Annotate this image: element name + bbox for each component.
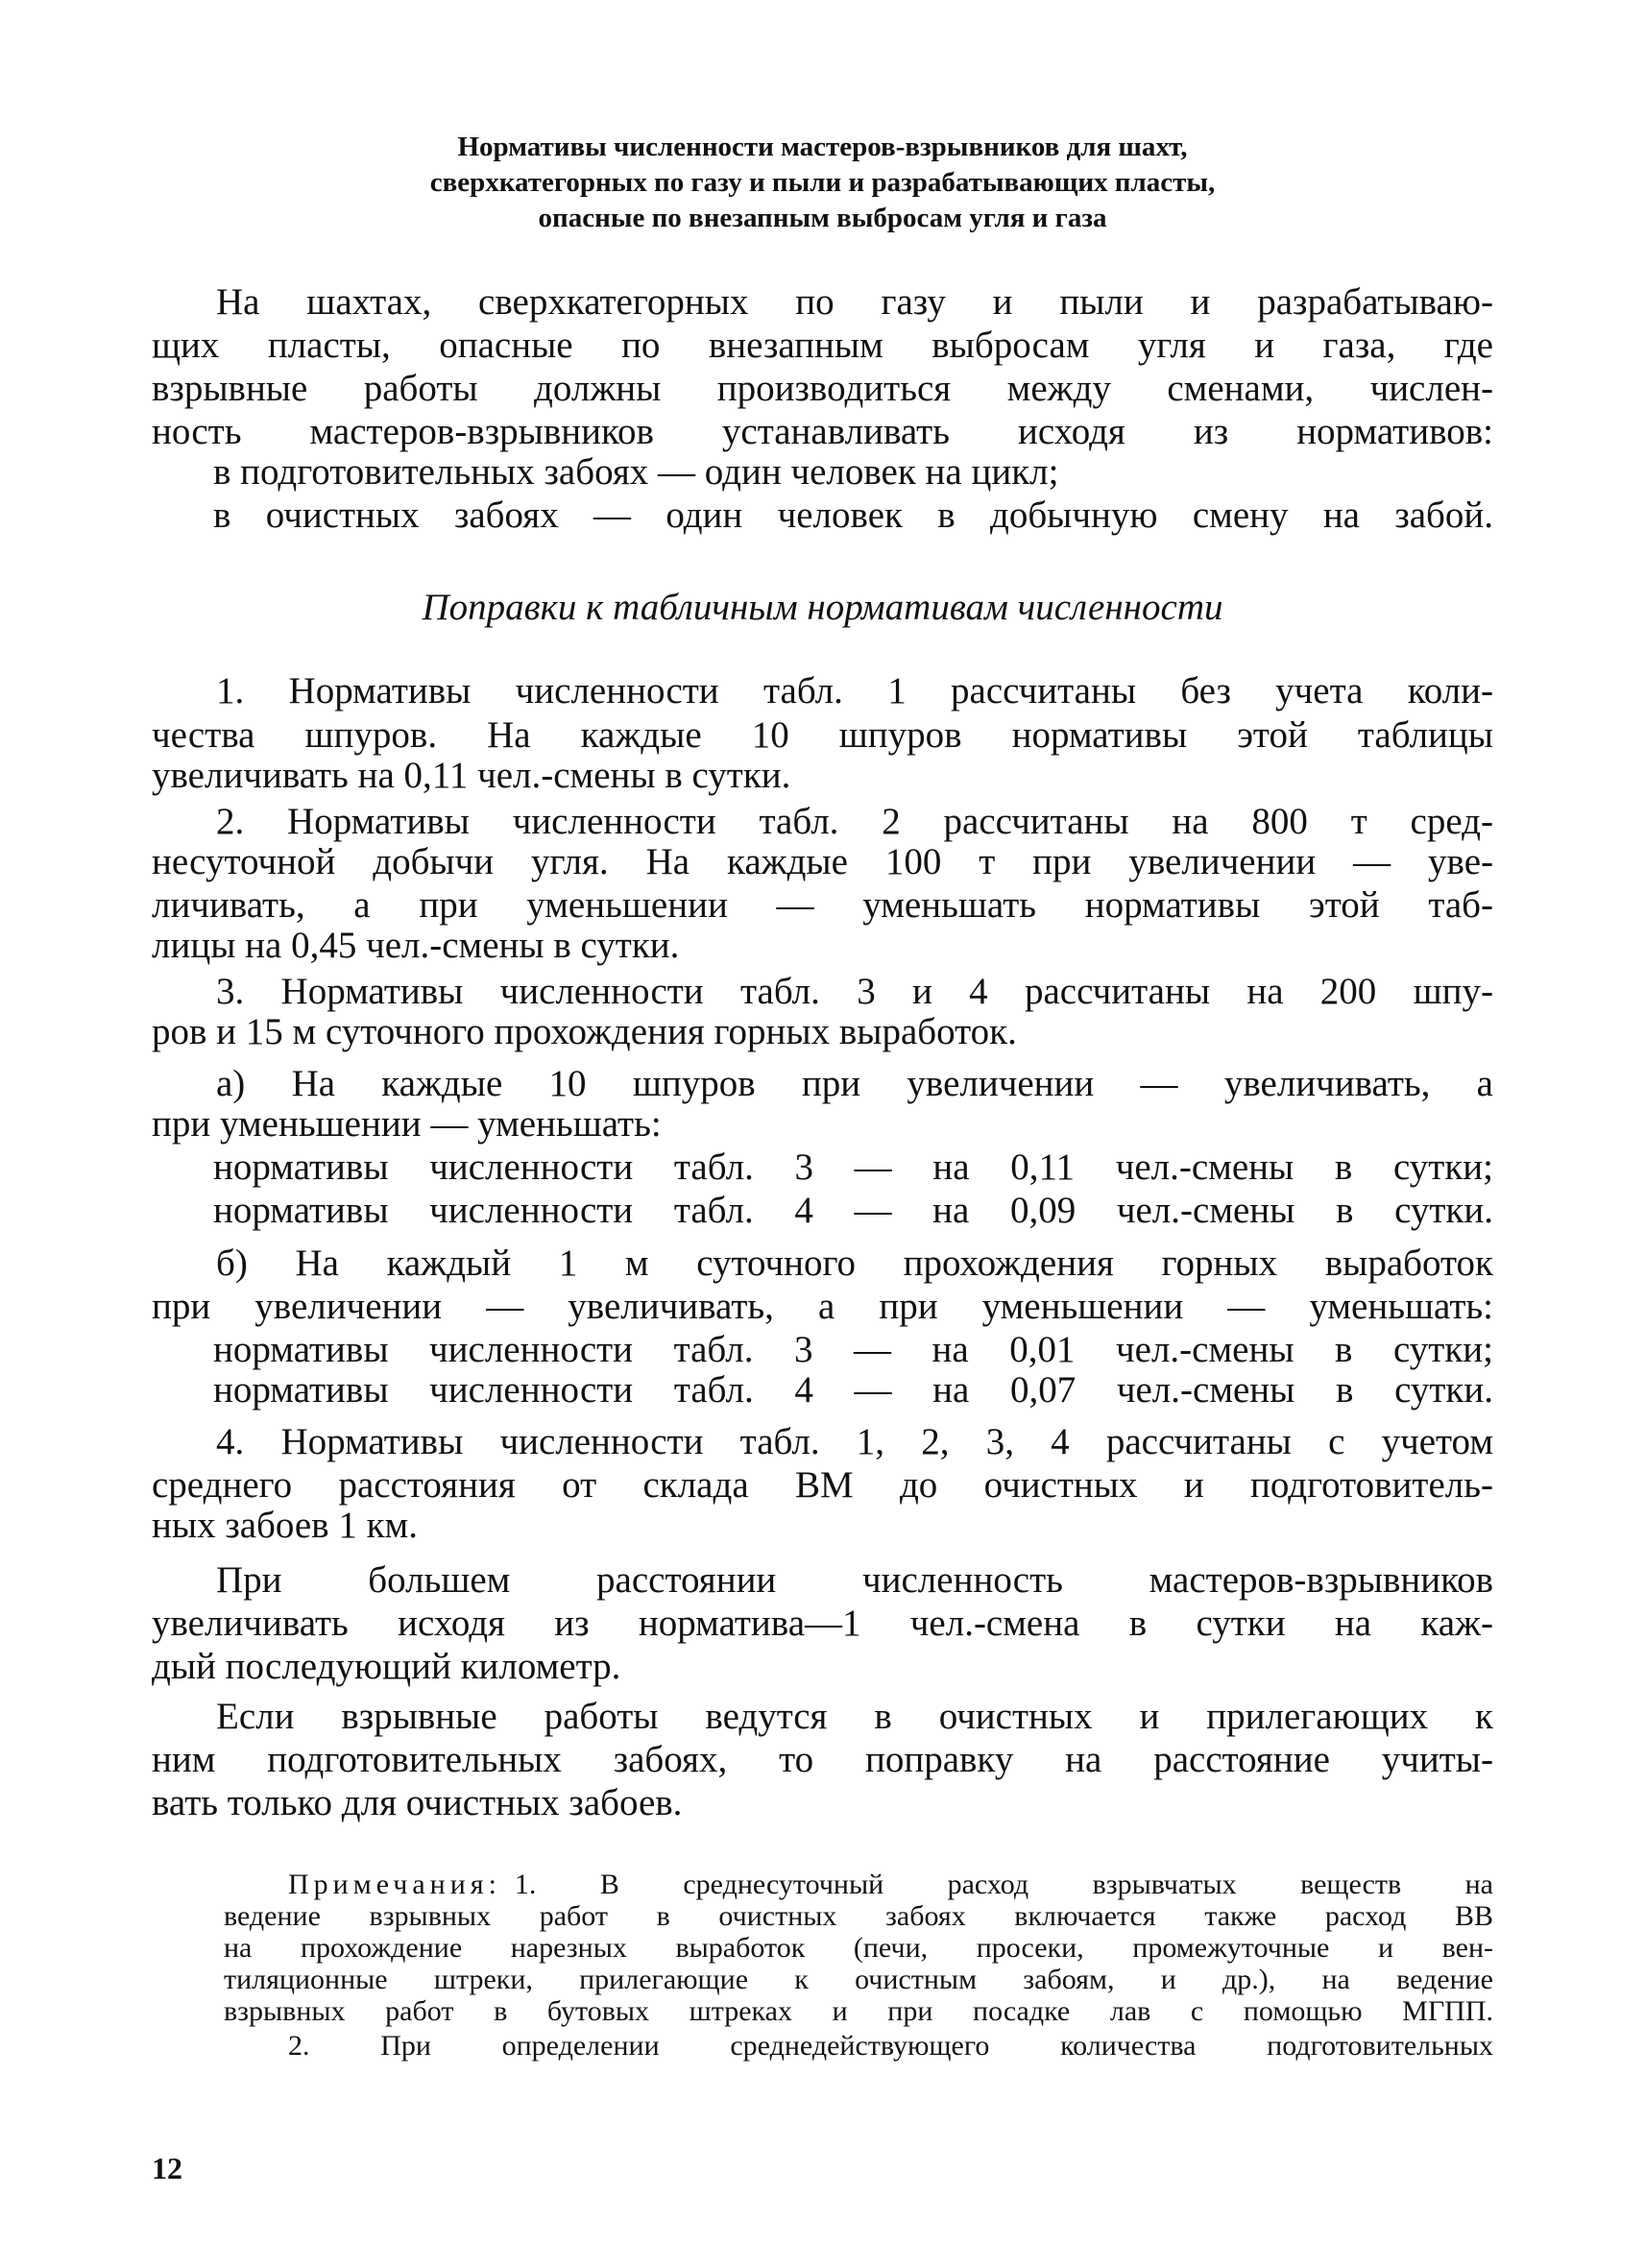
text-line: 4. Нормативы численности табл. 1, 2, 3, 4 рассчитаны с учетом (216, 1421, 1493, 1462)
text-line: ведение взрывных работ в очистных забоях включается также расход ВВ (224, 1900, 1493, 1932)
section-heading: Поправки к табличным нормативам численности (422, 587, 1223, 628)
notes-first-line (288, 1869, 1493, 1901)
text-line: ность мастеров-взрывников устанавливать исходя из нормативов: (152, 411, 1493, 452)
text-line: нормативы численности табл. 3 — на 0,01 чел.-смены в сутки; (213, 1329, 1493, 1370)
text-line: несуточной добычи угля. На каждые 100 т при увеличении — уве- (152, 841, 1493, 882)
text-line: взрывные работы должны производиться между сменами, числен- (152, 368, 1493, 409)
text-line: в очистных забоях — один человек в добычную смену на забой. (213, 495, 1493, 536)
text-line: взрывных работ в бутовых штреках и при посадке лав с помощью МГПП. (224, 1995, 1493, 2027)
title-line: опасные по внезапным выбросам угля и газа (538, 203, 1107, 233)
text-line: лицы на 0,45 чел.-смены в сутки. (152, 925, 680, 966)
text-line: в подготовительных забоях — один человек на цикл; (213, 451, 1059, 493)
text-line: личивать, а при уменьшении — уменьшать нормативы этой таб- (152, 884, 1493, 926)
text-line: среднего расстояния от склада ВМ до очистных и подготовитель- (152, 1464, 1493, 1506)
text-line: 2. Нормативы численности табл. 2 рассчитаны на 800 т сред- (216, 801, 1493, 842)
text-line: 1. В среднесуточный расход взрывчатых веществ на (514, 1869, 1493, 1900)
text-line: чества шпуров. На каждые 10 шпуров нормативы этой таблицы (152, 714, 1493, 756)
text-line: тиляционные штреки, прилегающие к очистным забоям, и др.), на ведение (224, 1964, 1493, 1995)
text-line: Если взрывные работы ведутся в очистных и прилегающих к (216, 1696, 1493, 1737)
title-line: сверхкатегорных по газу и пыли и разрабатывающих пласты, (429, 167, 1216, 198)
text-line: нормативы численности табл. 4 — на 0,07 чел.-смены в сутки. (213, 1369, 1493, 1411)
text-line: при уменьшении — уменьшать: (152, 1103, 662, 1145)
text-line: 3. Нормативы численности табл. 3 и 4 рассчитаны на 200 шпу- (216, 971, 1493, 1012)
text-line: 2. При определении среднедействующего количества подготовительных (288, 2030, 1493, 2062)
text-line: На шахтах, сверхкатегорных по газу и пыли и разрабатываю- (216, 281, 1493, 323)
text-line: При большем расстоянии численность мастеров-взрывников (216, 1559, 1493, 1601)
text-line: увеличивать на 0,11 чел.-смены в сутки. (152, 755, 791, 796)
text-line: увеличивать исходя из норматива—1 чел.-смена в сутки на каж- (152, 1603, 1493, 1644)
text-line: б) На каждый 1 м суточного прохождения горных выработок (216, 1243, 1493, 1284)
text-line: на прохождение нарезных выработок (печи, просеки, промежуточные и вен- (224, 1932, 1493, 1964)
text-line: при увеличении — увеличивать, а при уменьшении — уменьшать: (152, 1286, 1493, 1327)
text-line: нормативы численности табл. 4 — на 0,09 чел.-смены в сутки. (213, 1190, 1493, 1231)
text-line: вать только для очистных забоев. (152, 1782, 683, 1823)
text-line: ним подготовительных забоях, то поправку на расстояние учиты- (152, 1739, 1493, 1780)
text-line: 1. Нормативы численности табл. 1 рассчитаны без учета коли- (216, 670, 1493, 712)
text-line: дый последующий километр. (152, 1646, 621, 1687)
text-line: а) На каждые 10 шпуров при увеличении — увеличивать, а (216, 1063, 1493, 1104)
text-line: ров и 15 м суточного прохождения горных выработок. (152, 1011, 1017, 1052)
notes-label: Примечания: (288, 1869, 501, 1900)
title-line: Нормативы численности мастеров-взрывников для шахт, (457, 132, 1188, 162)
text-line: нормативы численности табл. 3 — на 0,11 чел.-смены в сутки; (213, 1146, 1493, 1188)
page-number: 12 (152, 2151, 182, 2185)
text-line: ных забоев 1 км. (152, 1505, 418, 1546)
text-line: щих пласты, опасные по внезапным выбросам угля и газа, где (152, 325, 1493, 366)
